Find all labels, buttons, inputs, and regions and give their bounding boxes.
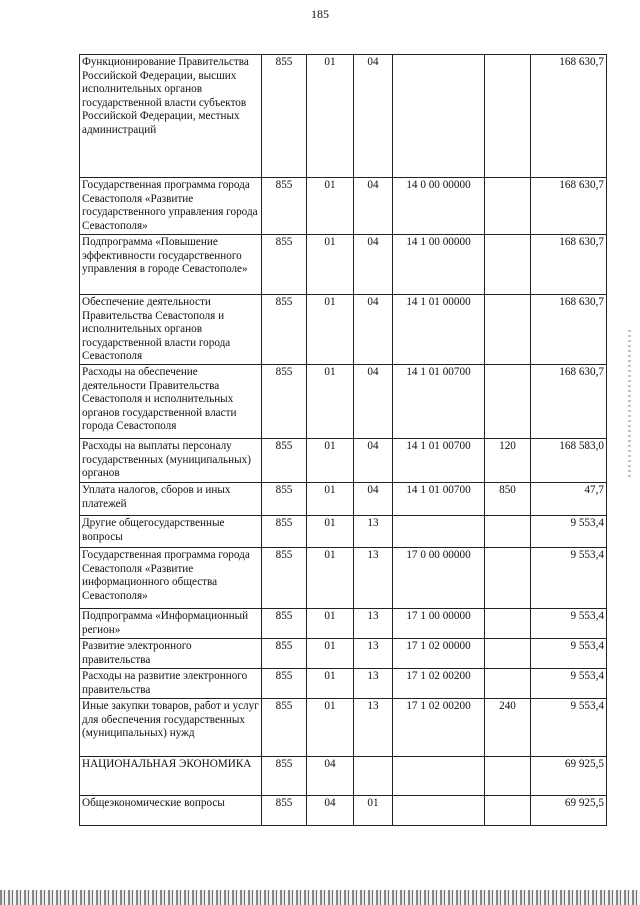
csr-code-cell: 14 1 01 00700	[393, 439, 485, 483]
vr-code-cell	[485, 295, 531, 365]
pr-code-cell: 04	[354, 235, 393, 295]
vr-code-cell	[485, 178, 531, 235]
table-row	[80, 295, 607, 365]
pr-code-cell: 13	[354, 669, 393, 699]
csr-code-cell: 14 1 01 00700	[393, 365, 485, 439]
csr-code-cell: 14 0 00 00000	[393, 178, 485, 235]
vr-code-cell	[485, 548, 531, 609]
table-row	[80, 439, 607, 483]
csr-code-cell: 17 1 02 00000	[393, 639, 485, 669]
sum-cell: 168 630,7	[531, 365, 607, 439]
csr-code-cell	[393, 796, 485, 826]
vr-code-cell	[485, 365, 531, 439]
vr-code-cell	[485, 639, 531, 669]
pr-code-cell: 04	[354, 295, 393, 365]
row-name-cell: Государственная программа города Севастополя «Развитие государственного управления города Севастополя»	[80, 178, 262, 235]
rz-code-cell: 01	[307, 55, 354, 178]
rz-code-cell: 04	[307, 796, 354, 826]
pr-code-cell: 04	[354, 439, 393, 483]
rz-code-cell: 01	[307, 483, 354, 516]
row-name-cell: Другие общегосударственные вопросы	[80, 516, 262, 548]
sum-cell: 9 553,4	[531, 516, 607, 548]
vr-code-cell	[485, 669, 531, 699]
row-name-cell: Подпрограмма «Информационный регион»	[80, 609, 262, 639]
row-name-cell: Расходы на обеспечение деятельности Правительства Севастополя и исполнительных органов государственной власти города Севастополя	[80, 365, 262, 439]
gr-code-cell: 855	[262, 757, 307, 796]
row-name-cell: Развитие электронного правительства	[80, 639, 262, 669]
table-row	[80, 235, 607, 295]
pr-code-cell: 04	[354, 55, 393, 178]
csr-code-cell	[393, 757, 485, 796]
gr-code-cell: 855	[262, 235, 307, 295]
vr-code-cell	[485, 235, 531, 295]
gr-code-cell: 855	[262, 178, 307, 235]
csr-code-cell	[393, 516, 485, 548]
rz-code-cell: 01	[307, 178, 354, 235]
rz-code-cell: 01	[307, 639, 354, 669]
pr-code-cell: 13	[354, 639, 393, 669]
csr-code-cell: 14 1 01 00000	[393, 295, 485, 365]
sum-cell: 168 583,0	[531, 439, 607, 483]
vr-code-cell	[485, 796, 531, 826]
vr-code-cell	[485, 516, 531, 548]
pr-code-cell: 13	[354, 548, 393, 609]
row-name-cell: Функционирование Правительства Российской Федерации, высших исполнительных органов государственной власти субъектов Российской Федерации, местных администраций	[80, 55, 262, 178]
row-name-cell: Общеэкономические вопросы	[80, 796, 262, 826]
gr-code-cell: 855	[262, 609, 307, 639]
sum-cell: 9 553,4	[531, 669, 607, 699]
table-row	[80, 483, 607, 516]
gr-code-cell: 855	[262, 483, 307, 516]
table-row	[80, 55, 607, 178]
table-row	[80, 516, 607, 548]
row-name-cell: Подпрограмма «Повышение эффективности государственного управления в городе Севастополе»	[80, 235, 262, 295]
table-row	[80, 796, 607, 826]
vr-code-cell	[485, 55, 531, 178]
sum-cell: 47,7	[531, 483, 607, 516]
pr-code-cell: 04	[354, 365, 393, 439]
csr-code-cell: 17 1 02 00200	[393, 699, 485, 757]
table-row	[80, 609, 607, 639]
sum-cell: 9 553,4	[531, 699, 607, 757]
gr-code-cell: 855	[262, 295, 307, 365]
gr-code-cell: 855	[262, 669, 307, 699]
rz-code-cell: 01	[307, 669, 354, 699]
row-name-cell: Обеспечение деятельности Правительства Севастополя и исполнительных органов государственной власти города Севастополя	[80, 295, 262, 365]
vr-code-cell	[485, 757, 531, 796]
row-name-cell: Расходы на выплаты персоналу государственных (муниципальных) органов	[80, 439, 262, 483]
gr-code-cell: 855	[262, 55, 307, 178]
table-row	[80, 699, 607, 757]
rz-code-cell: 01	[307, 516, 354, 548]
pr-code-cell: 13	[354, 699, 393, 757]
sum-cell: 9 553,4	[531, 548, 607, 609]
rz-code-cell: 01	[307, 548, 354, 609]
vr-code-cell	[485, 609, 531, 639]
csr-code-cell: 17 1 02 00200	[393, 669, 485, 699]
csr-code-cell: 17 0 00 00000	[393, 548, 485, 609]
csr-code-cell: 17 1 00 00000	[393, 609, 485, 639]
sum-cell: 69 925,5	[531, 796, 607, 826]
sum-cell: 168 630,7	[531, 295, 607, 365]
rz-code-cell: 01	[307, 365, 354, 439]
rz-code-cell: 01	[307, 295, 354, 365]
row-name-cell: Уплата налогов, сборов и иных платежей	[80, 483, 262, 516]
sum-cell: 9 553,4	[531, 609, 607, 639]
csr-code-cell: 14 1 01 00700	[393, 483, 485, 516]
csr-code-cell: 14 1 00 00000	[393, 235, 485, 295]
vr-code-cell: 120	[485, 439, 531, 483]
rz-code-cell: 01	[307, 235, 354, 295]
table-row	[80, 757, 607, 796]
table-row	[80, 365, 607, 439]
table-row	[80, 639, 607, 669]
row-name-cell: Расходы на развитие электронного правительства	[80, 669, 262, 699]
sum-cell: 9 553,4	[531, 639, 607, 669]
gr-code-cell: 855	[262, 796, 307, 826]
sum-cell: 69 925,5	[531, 757, 607, 796]
sum-cell: 168 630,7	[531, 55, 607, 178]
table-row	[80, 548, 607, 609]
gr-code-cell: 855	[262, 439, 307, 483]
row-name-cell: НАЦИОНАЛЬНАЯ ЭКОНОМИКА	[80, 757, 262, 796]
csr-code-cell	[393, 55, 485, 178]
rz-code-cell: 01	[307, 439, 354, 483]
budget-table	[79, 54, 607, 826]
rz-code-cell: 01	[307, 699, 354, 757]
pr-code-cell: 04	[354, 483, 393, 516]
sum-cell: 168 630,7	[531, 178, 607, 235]
page-number: 185	[311, 7, 329, 21]
rz-code-cell: 01	[307, 609, 354, 639]
scan-artifact	[0, 890, 640, 905]
table-row	[80, 178, 607, 235]
scan-artifact	[628, 330, 631, 480]
gr-code-cell: 855	[262, 516, 307, 548]
pr-code-cell	[354, 757, 393, 796]
gr-code-cell: 855	[262, 699, 307, 757]
pr-code-cell: 01	[354, 796, 393, 826]
gr-code-cell: 855	[262, 365, 307, 439]
rz-code-cell: 04	[307, 757, 354, 796]
table-row	[80, 669, 607, 699]
row-name-cell: Иные закупки товаров, работ и услуг для обеспечения государственных (муниципальных) нужд	[80, 699, 262, 757]
pr-code-cell: 13	[354, 516, 393, 548]
gr-code-cell: 855	[262, 548, 307, 609]
vr-code-cell: 240	[485, 699, 531, 757]
vr-code-cell: 850	[485, 483, 531, 516]
row-name-cell: Государственная программа города Севастополя «Развитие информационного общества Севастополя»	[80, 548, 262, 609]
gr-code-cell: 855	[262, 639, 307, 669]
sum-cell: 168 630,7	[531, 235, 607, 295]
pr-code-cell: 13	[354, 609, 393, 639]
pr-code-cell: 04	[354, 178, 393, 235]
